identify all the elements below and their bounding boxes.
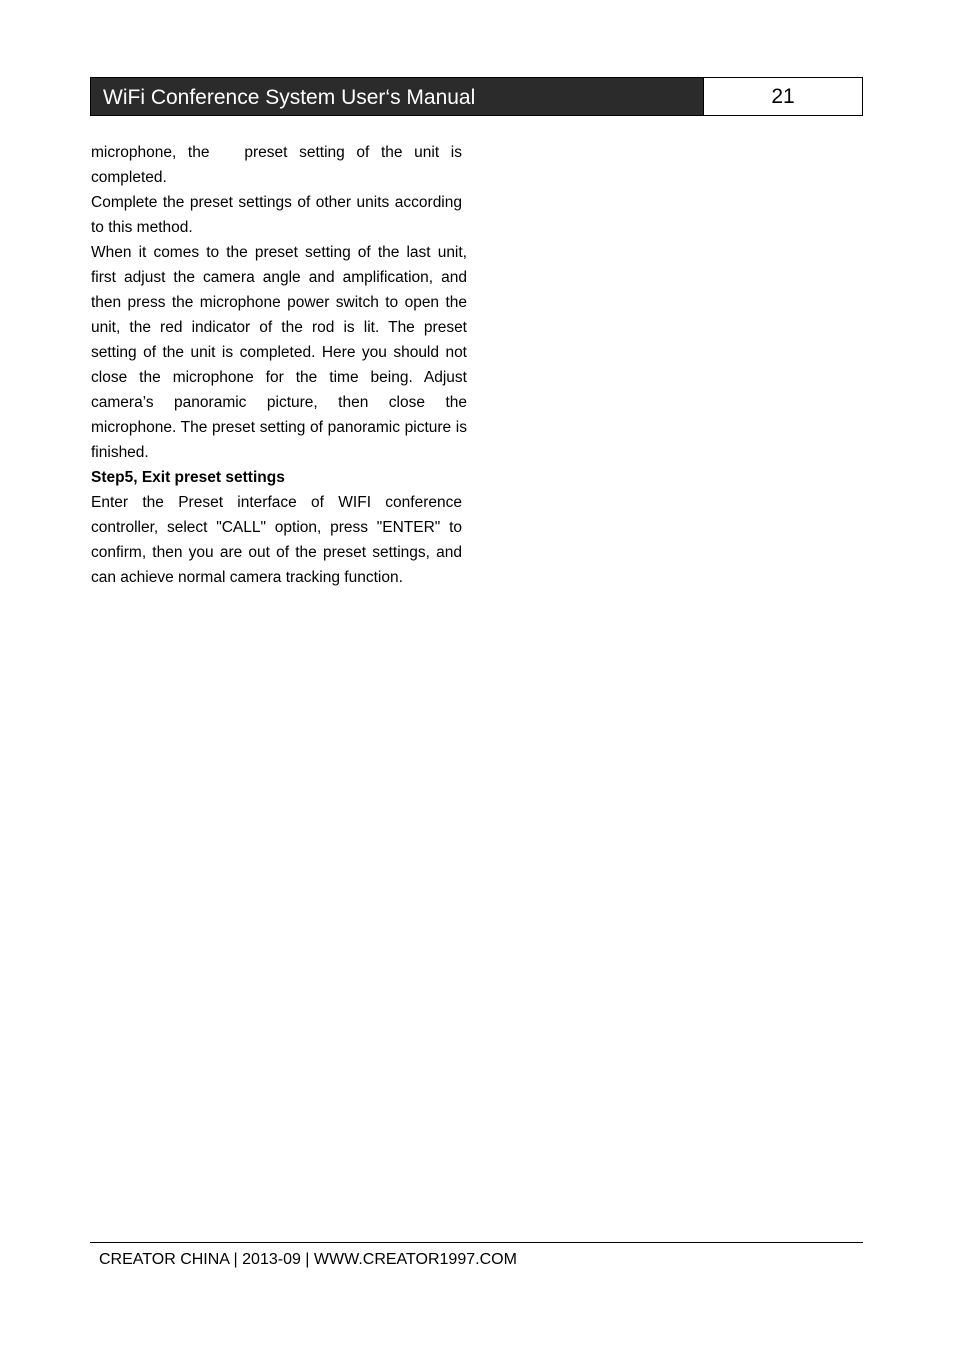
step5-heading: Step5, Exit preset settings <box>91 469 285 486</box>
paragraph-5: Enter the Preset interface of WIFI conference controller, select "CALL" option, press "ENTER" to confirm, then you are out of the preset settings, and can achieve normal camera tracking function. <box>91 494 462 586</box>
body-text <box>91 140 467 590</box>
paragraph-1: microphone, the preset setting of the unit is completed. <box>91 144 467 186</box>
paragraph-2: Complete the preset settings of other units according to this method. <box>91 194 462 236</box>
manual-title: WiFi Conference System User‘s Manual <box>90 77 704 116</box>
footer-text: CREATOR CHINA | 2013-09 | WWW.CREATOR1997.COM <box>99 1251 517 1268</box>
page-number: 21 <box>704 77 863 116</box>
paragraph-3: When it comes to the preset setting of the last unit, first adjust the camera angle and amplification, and then press the microphone power switch to open the unit, the red indicator of the rod is lit. The preset setting of the unit is completed. Here you should not close the microphone for the time being. Adjust camera’s panoramic picture, then close the microphone. The preset setting of panoramic picture is finished. <box>91 244 467 461</box>
footer-divider <box>90 1242 863 1243</box>
